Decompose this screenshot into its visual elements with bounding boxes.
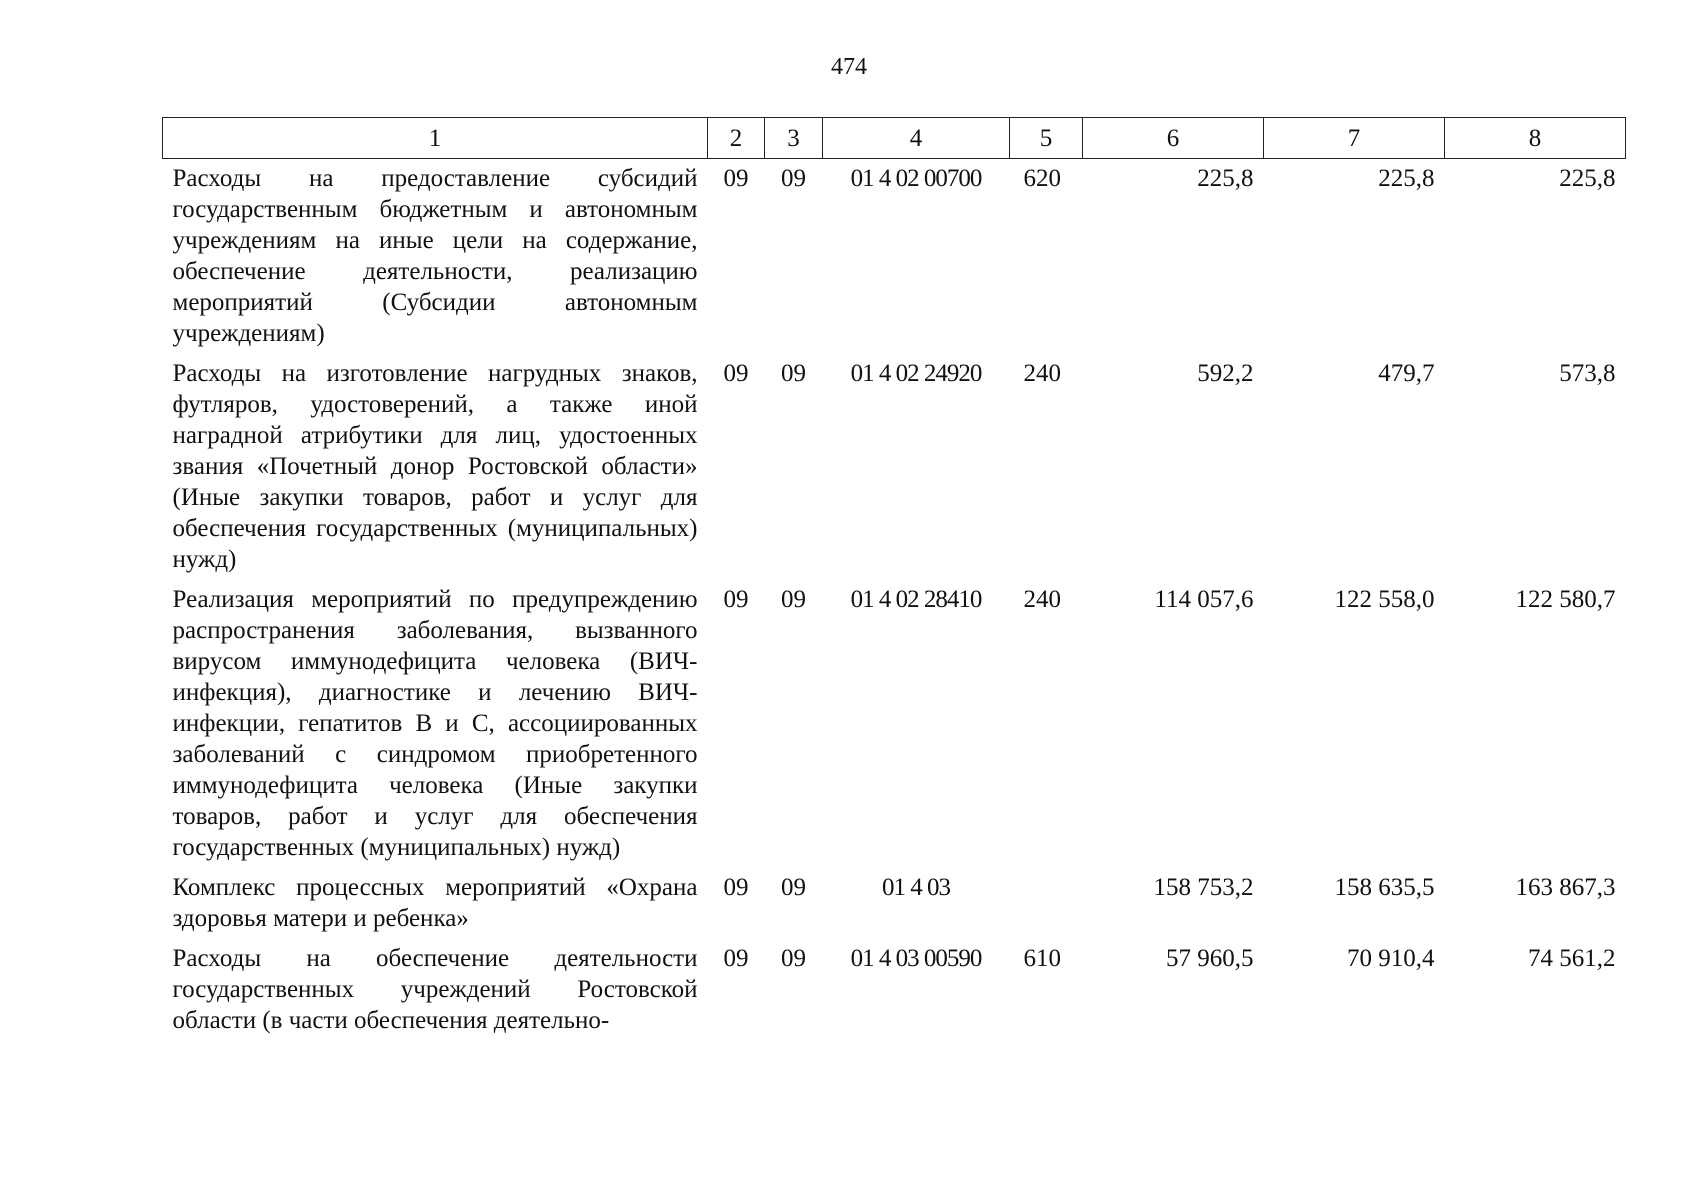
- row-amount-col8: 163 867,3: [1515, 874, 1616, 901]
- row-amount-col8: 122 580,7: [1515, 586, 1616, 613]
- row-section-code: 09: [723, 945, 749, 972]
- row-description: Комплекс процессных мероприятий «Охрана здоровья матери и ребенка»: [172, 874, 698, 932]
- row-amount-col6: 57 960,5: [1166, 945, 1254, 972]
- column-header: 7: [1264, 118, 1445, 159]
- row-description: Расходы на предоставление субсидий государственным бюджетным и автономным учреждениям на иные цели на содержание, обеспечение деятельности, реализацию мероприятий (Субсидии автономным учреждениям): [172, 165, 698, 347]
- row-description: Расходы на обеспечение деятельности государственных учреждений Ростовской области (в части обеспечения деятельно-: [172, 945, 698, 1034]
- row-amount-col7: 479,7: [1378, 360, 1435, 387]
- row-amount-col8: 573,8: [1559, 360, 1616, 387]
- table-row: [163, 872, 1626, 943]
- row-section-code: 09: [723, 874, 749, 901]
- row-description: Расходы на изготовление нагрудных знаков, футляров, удостоверений, а также иной наградной атрибутики для лиц, удостоенных звания «Почетный донор Ростовской области» (Иные закупки товаров, работ и услуг для обеспечения государственных (муниципальных) нужд): [172, 360, 698, 573]
- row-subsection-code: 09: [781, 360, 806, 387]
- row-amount-col8: 225,8: [1559, 165, 1616, 192]
- column-header: 5: [1010, 118, 1083, 159]
- row-subsection-code: 09: [781, 165, 806, 192]
- column-header: 3: [765, 118, 823, 159]
- table-row: [163, 358, 1626, 584]
- table-row: [163, 943, 1626, 1045]
- table-header: [163, 118, 1626, 159]
- table-body: [163, 159, 1626, 1046]
- row-expense-type-code: 610: [1023, 945, 1061, 972]
- row-amount-col7: 70 910,4: [1347, 945, 1435, 972]
- row-expense-type-code: 240: [1023, 360, 1061, 387]
- table-row: [163, 584, 1626, 872]
- row-target-article-code: 01 4 02 28410: [850, 586, 982, 613]
- row-section-code: 09: [723, 165, 749, 192]
- row-target-article-code: 01 4 03: [882, 874, 950, 901]
- row-subsection-code: 09: [781, 945, 806, 972]
- row-amount-col7: 158 635,5: [1334, 874, 1435, 901]
- page-number: 474: [831, 54, 867, 80]
- row-amount-col7: 225,8: [1378, 165, 1435, 192]
- row-amount-col6: 114 057,6: [1154, 586, 1254, 613]
- row-expense-type-code: 240: [1023, 586, 1061, 613]
- row-target-article-code: 01 4 03 00590: [850, 945, 982, 972]
- row-amount-col8: 74 561,2: [1528, 945, 1616, 972]
- row-amount-col6: 158 753,2: [1153, 874, 1254, 901]
- column-header: 4: [823, 118, 1010, 159]
- row-description: Реализация мероприятий по предупреждению распространения заболевания, вызванного вирусом иммунодефицита человека (ВИЧ-инфекция), диагностике и лечению ВИЧ-инфекции, гепатитов В и С, ассоциированных заболеваний с синдромом приобретенного иммунодефицита человека (Иные закупки товаров, работ и услуг для обеспечения государственных (муниципальных) нужд): [172, 586, 698, 861]
- budget-table: [162, 117, 1626, 1045]
- row-amount-col7: 122 558,0: [1334, 586, 1435, 613]
- row-target-article-code: 01 4 02 24920: [850, 360, 982, 387]
- row-subsection-code: 09: [781, 874, 806, 901]
- column-header: 1: [163, 118, 708, 159]
- row-expense-type-code: [1010, 872, 1083, 943]
- row-amount-col6: 225,8: [1197, 165, 1254, 192]
- row-amount-col6: 592,2: [1197, 360, 1254, 387]
- header-row: [163, 118, 1626, 159]
- row-target-article-code: 01 4 02 00700: [850, 165, 982, 192]
- row-subsection-code: 09: [781, 586, 806, 613]
- column-header: 2: [708, 118, 765, 159]
- column-header: 6: [1083, 118, 1264, 159]
- row-section-code: 09: [723, 586, 749, 613]
- column-header: 8: [1445, 118, 1626, 159]
- row-expense-type-code: 620: [1023, 165, 1061, 192]
- row-section-code: 09: [723, 360, 749, 387]
- table-row: [163, 159, 1626, 359]
